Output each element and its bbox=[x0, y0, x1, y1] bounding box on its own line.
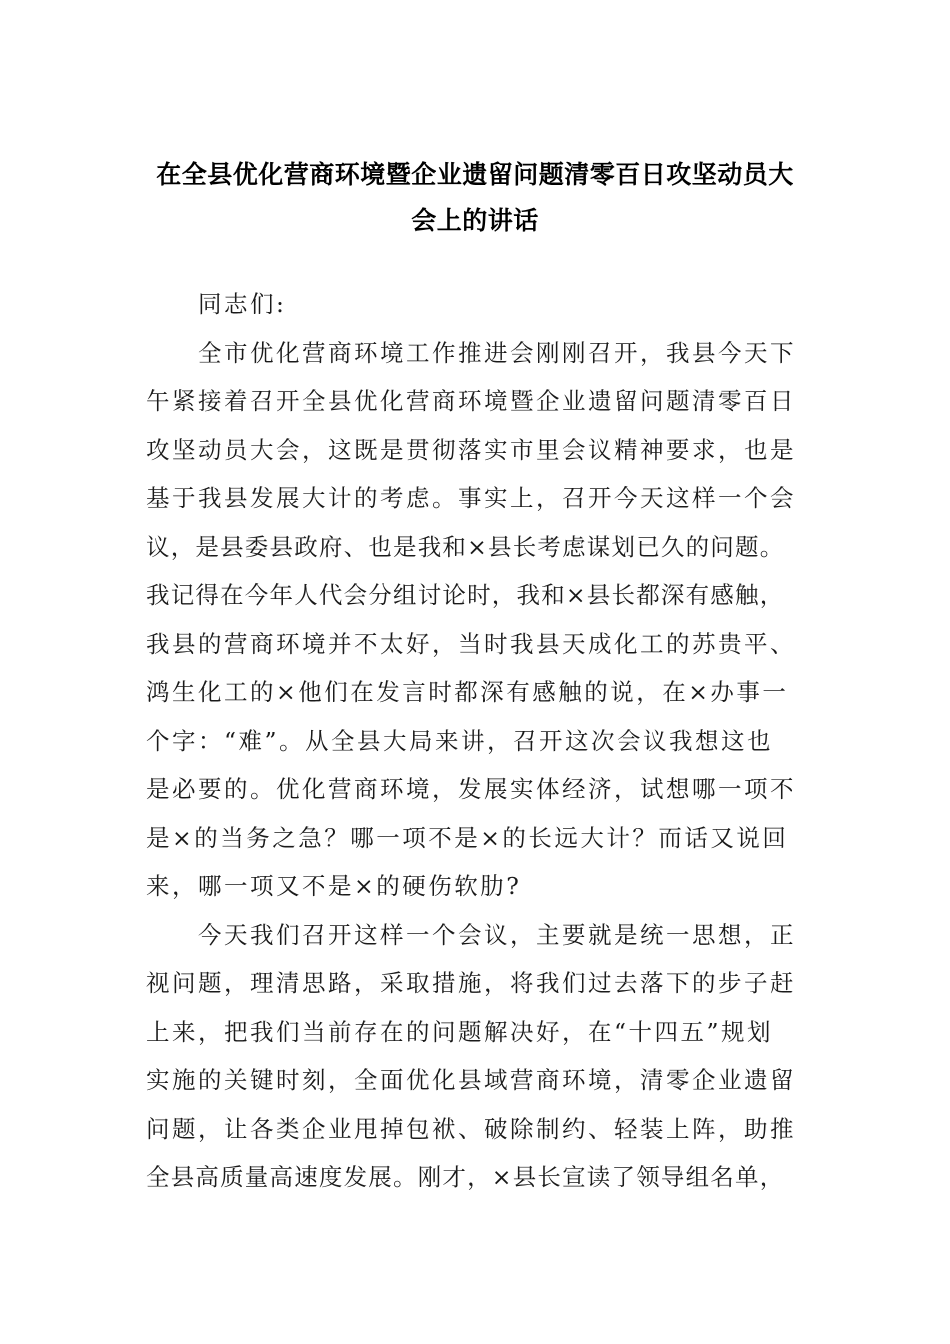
paragraph-line: 视问题，理清思路，采取措施，将我们过去落下的步子赶 bbox=[146, 969, 796, 997]
paragraph-line: 鸿生化工的×他们在发言时都深有感触的说，在×办事一 bbox=[146, 678, 789, 706]
paragraph-line: 基于我县发展大计的考虑。事实上，召开今天这样一个会 bbox=[146, 484, 796, 512]
paragraph-line: 午紧接着召开全县优化营商环境暨企业遗留问题清零百日 bbox=[146, 387, 796, 415]
paragraph-line: 议，是县委县政府、也是我和×县长考虑谋划已久的问题。 bbox=[146, 532, 785, 561]
paragraph-line: 攻坚动员大会，这既是贯彻落实市里会议精神要求，也是 bbox=[146, 435, 796, 464]
paragraph-line: 我记得在今年人代会分组讨论时，我和×县长都深有感触， bbox=[146, 581, 785, 609]
title-line-2: 会上的讲话 bbox=[411, 206, 539, 235]
document-title bbox=[120, 152, 830, 244]
paragraph-line: 是×的当务之急？哪一项不是×的长远大计？而话又说回 bbox=[146, 823, 789, 852]
paragraph-line: 上来，把我们当前存在的问题解决好，在“十四五”规划 bbox=[146, 1017, 774, 1046]
paragraph-line: 全市优化营商环境工作推进会刚刚召开，我县今天下 bbox=[198, 338, 796, 367]
paragraph-line: 全县高质量高速度发展。刚才，×县长宣读了领导组名单， bbox=[146, 1163, 785, 1191]
paragraph-line: 问题，让各类企业甩掉包袱、破除制约、轻装上阵，助推 bbox=[146, 1114, 796, 1143]
paragraph-1 bbox=[146, 329, 821, 911]
title-line-1: 在全县优化营商环境暨企业遗留问题清零百日攻坚动员大 bbox=[156, 160, 794, 189]
paragraph-line: 来，哪一项又不是×的硬伤软肋? bbox=[146, 872, 522, 900]
paragraph-line: 今天我们召开这样一个会议，主要就是统一思想，正 bbox=[198, 920, 796, 949]
paragraph-line: 我县的营商环境并不太好，当时我县天成化工的苏贵平、 bbox=[146, 629, 796, 658]
paragraph-line: 是必要的。优化营商环境，发展实体经济，试想哪一项不 bbox=[146, 775, 796, 803]
document-body bbox=[146, 280, 821, 1202]
paragraph-line: 个字：“难”。从全县大局来讲，召开这次会议我想这也 bbox=[146, 726, 774, 755]
paragraph-2 bbox=[146, 911, 821, 1202]
paragraph-line: 实施的关键时刻，全面优化县域营商环境，清零企业遗留 bbox=[146, 1066, 796, 1094]
salutation: 同志们: bbox=[198, 290, 287, 318]
